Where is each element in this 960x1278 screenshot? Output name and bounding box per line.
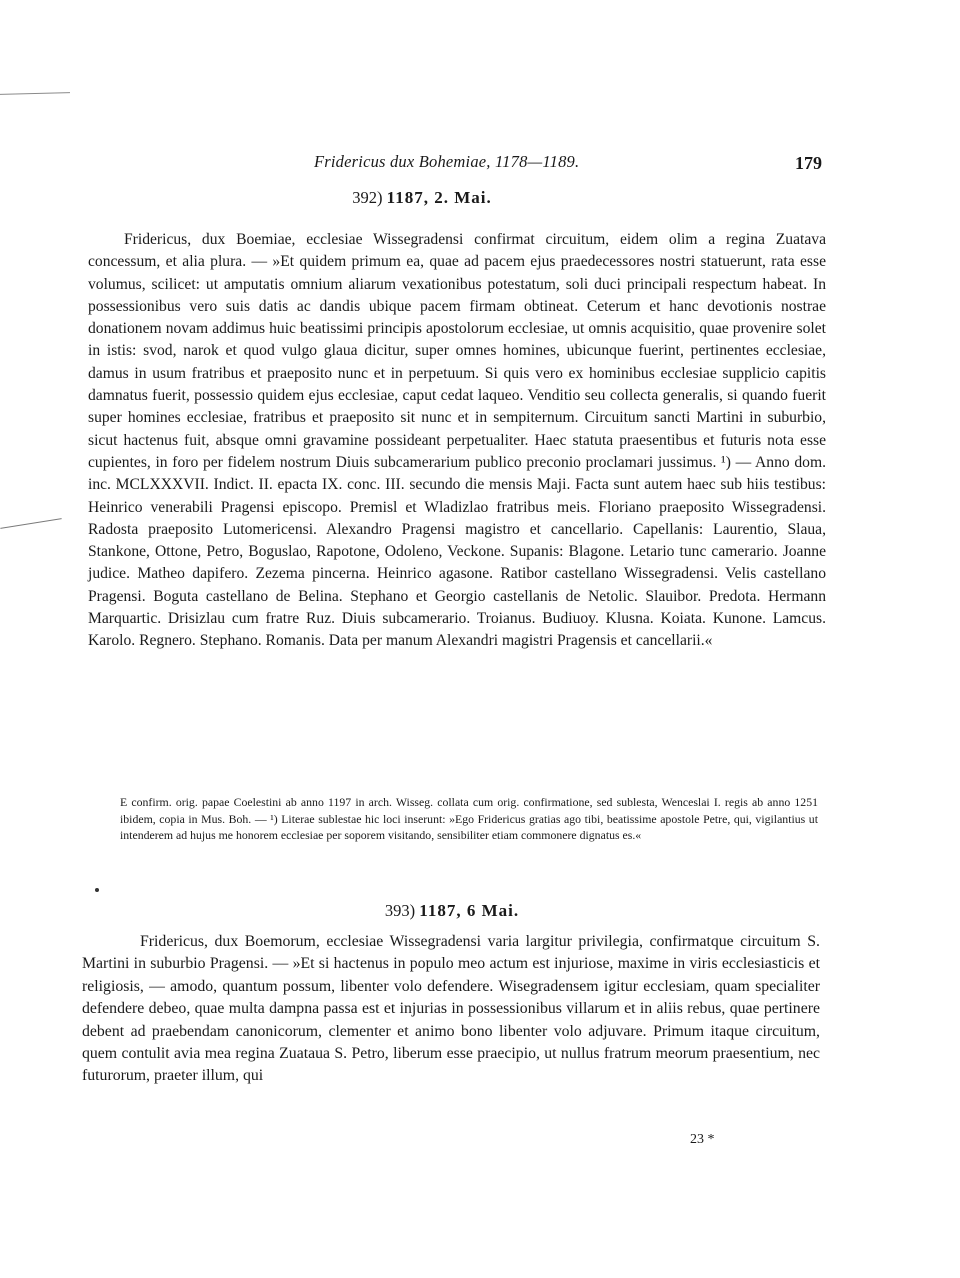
document-number: 392) bbox=[352, 188, 383, 207]
ink-dot bbox=[95, 888, 99, 892]
scan-artifact-line bbox=[0, 92, 70, 95]
document-heading bbox=[0, 901, 932, 921]
document-body: Fridericus, dux Boemiae, ecclesiae Wissegradensi confirmat circuitum, eidem olim a regina Zuatava concessum, et alia plura. — »Et quidem primum ea, quae ad pacem ejus praedecessores nostri statuerunt, rata esse volumus, scilicet: ut amputatis omnium aliarum vexationibus potestatum, soli duci principali respectum habeat. In possessionibus vero suis datis ac dandis ubique pacem firmam obtineat. Ceterum et hanc devotionis nostrae donationem novam addimus huic beatissimi principis apostolorum ecclesiae, ut omnis acquisitio, quae provenire solet in istis: svod, narok et quod vulgo glaua dicitur, super omnes homines, ubicunque fuerint, pertinentes ecclesiae, damus in usum fratribus et praeposito nunc et in perpetuum. Si quis vero ex hominibus ecclesiae supplicio capitis damnatus fuerit, possessio quidem ejus ecclesiae, caput cedat laqueo. Venditio seu collecta generalis, si quando fuerit super homines ecclesiae, fratribus et praeposito sit nunc et in sempiternum. Circuitum sancti Martini in suburbio, sicut hactenus fuit, absque omni gravamine possideant perpetualiter. Haec statuta praesentibus et futuris nota esse cupientes, in foro per fidelem nostrum Diuis subcamerarium publico preconio proclamari jussimus. ¹) — Anno dom. inc. MCLXXXVII. Indict. II. epacta IX. conc. III. secundo die mensis Maji. Facta sunt autem haec sub hiis testibus: Heinrico venerabili Pragensi episcopo. Premisl et Wladizlao fratribus meis. Floriano praeposito Wissegradensi. Radosta praeposito Lutomericensi. Alexandro Pragensi magistro et cancellario. Capellanis: Laurentio, Slaua, Stankone, Ottone, Petro, Boguslao, Rapotone, Odoleno, Veckone. Supanis: Blagone. Letario tunc camerario. Joanne judice. Matheo dapifero. Zezema pincerna. Heinrico agasone. Ratibor castellano Wissegradensi. Velis castellano Pragensi. Boguta castellano de Belina. Stephano et Georgio castellanis de Netolic. Slauibor. Predota. Hermann Marquartic. Drisizlau cum fratre Ruz. Diuis subcamerario. Troianus. Budiuoy. Klusna. Koiata. Kunone. Lamcus. Karolo. Regnero. Stephano. Romanis. Data per manum Alexandri magistri Pragensis et cancellarii.« bbox=[88, 231, 826, 650]
document-number: 393) bbox=[384, 901, 416, 920]
document-date: 1187, 2. Mai. bbox=[386, 188, 492, 207]
document-body: Fridericus, dux Boemorum, ecclesiae Wissegradensi varia largitur privilegia, confirmatque circuitum S. Martini in suburbio Pragensi. — »Et si hactenus in populo meo actum est injuriose, maxime in viris ecclesiasticis et religiosis, — amodo, quantum possum, libenter volo defendere. Wisegradensem igitur ecclesiam, quam specialiter defendere debeo, quae multa dampna passa est et injurias in possessionibus villarum et in aliis rebus, quae pertinere debent ad praebendam canonicorum, clementer et animo bono libenter volo adjuvare. Primum itaque circuitum, quem contulit avia mea regina Zuataua S. Petro, liberum esse praecipio, ut nullus fratrum meorum praesentium, nec futurorum, praeter illum, qui bbox=[82, 933, 820, 1085]
document-heading bbox=[0, 188, 902, 208]
page-number: 179 bbox=[795, 153, 822, 173]
document-date: 1187, 6 Mai. bbox=[419, 901, 520, 920]
scan-artifact-line bbox=[0, 518, 61, 529]
footnote: E confirm. orig. papae Coelestini ab anno 1197 in arch. Wisseg. collata cum orig. confirmatione, sed sublesta, Wenceslai I. regis ab anno 1251 ibidem, copia in Mus. Boh. — ¹) Literae sublestae hic loci inserunt: »Ego Fridericus gratias ago tibi, beatissime apostole Petre, qui, vigilantius ut intenderem ad hujus me honorem ecclesiae per soporem visitando, sensibiliter etiam commonere dignatus es.« bbox=[120, 795, 818, 843]
running-title: Fridericus dux Bohemiae, 1178—1189. bbox=[314, 152, 580, 171]
running-header bbox=[300, 152, 850, 178]
signature-mark: 23 * bbox=[690, 1132, 715, 1147]
